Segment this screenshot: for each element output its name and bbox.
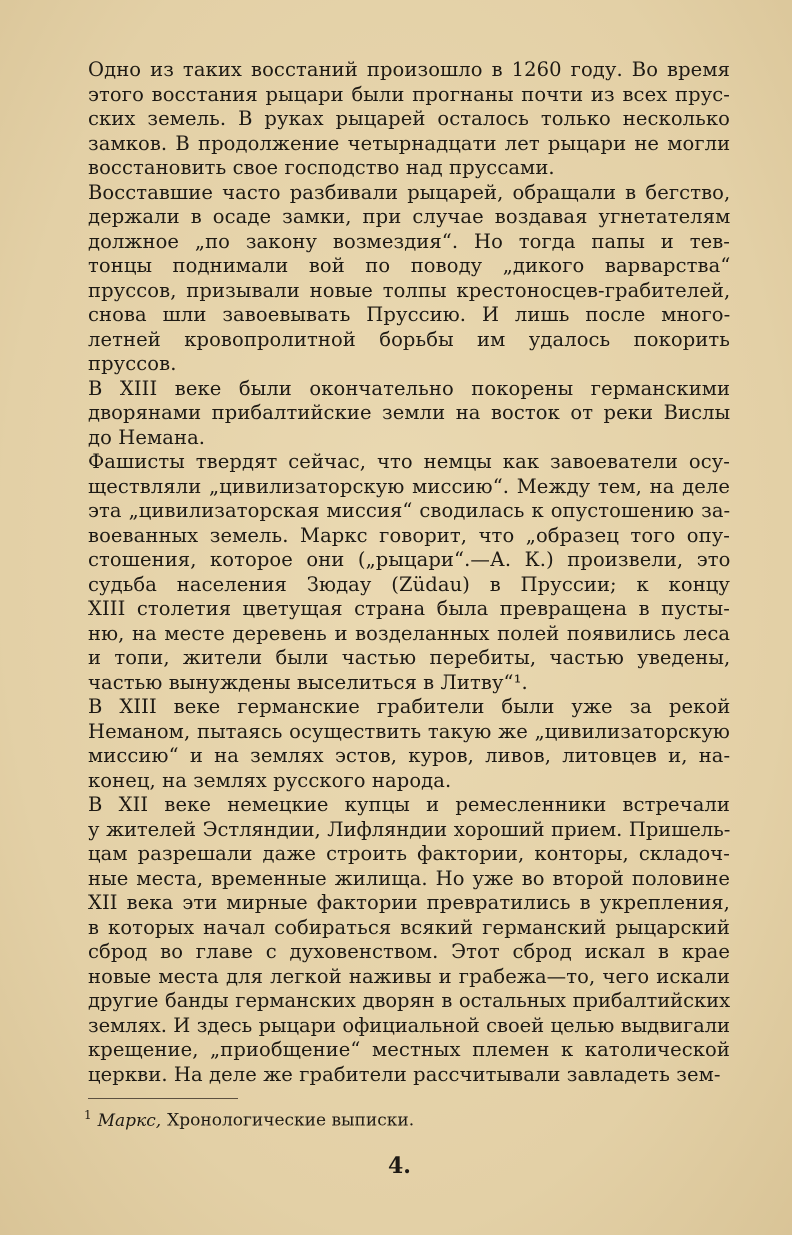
paragraph	[88, 58, 730, 181]
text-line: В XIII веке были окончательно покорены германскими	[88, 376, 731, 400]
text-line: и топи, жители были частью перебиты, частью уведены,	[88, 646, 731, 669]
footnote	[84, 1108, 414, 1131]
body-text	[88, 58, 730, 1087]
text-line: В XIII веке германские грабители были уже за рекой	[88, 695, 731, 718]
text-line: ню, на месте деревень и возделанных полей появились леса	[88, 621, 731, 645]
page-number: 4.	[388, 1153, 411, 1179]
text-line: Неманом, пытаясь осуществить такую же „цивилизаторскую	[88, 719, 730, 743]
text-line: В XII веке немецкие купцы и ремесленники встречали	[88, 793, 730, 816]
text-line: XIII столетия цветущая страна была превращена в пусты-	[88, 597, 730, 620]
footnote-divider	[88, 1098, 238, 1099]
text-line: воеванных земель. Маркс говорит, что „образец того опу-	[88, 523, 730, 547]
footnote-text: Хронологические выписки.	[167, 1110, 415, 1131]
text-line: ских земель. В руках рыцарей осталось только несколько	[88, 107, 730, 130]
footnote-number: 1	[84, 1108, 92, 1122]
text-line: миссию“ и на землях эстов, куров, ливов, литовцев и, на-	[88, 744, 731, 767]
text-line: Восставшие часто разбивали рыцарей, обращали в бегство,	[88, 180, 731, 204]
text-line: пруссов, призывали новые толпы крестоносцев-грабителей,	[88, 278, 731, 302]
text-line: Одно из таких восстаний произошло в 1260 году. Во время	[88, 58, 730, 81]
text-line: ществляли „цивилизаторскую миссию“. Между тем, на деле	[88, 474, 730, 498]
text-line: новые места для легкой наживы и грабежа—то, чего искали	[88, 964, 730, 988]
paragraph	[88, 450, 730, 695]
text-line: должное „по закону возмездия“. Но тогда папы и тев-	[88, 229, 730, 253]
text-line: другие банды германских дворян в остальных прибалтийских	[88, 989, 731, 1012]
text-line: летней кровопролитной борьбы им удалось покорить	[88, 327, 730, 351]
paragraph	[88, 181, 730, 377]
text-line: эта „цивилизаторская миссия“ сводилась к опустошению за-	[88, 499, 731, 522]
text-line: ные места, временные жилища. Но уже во второй половине	[88, 866, 730, 890]
text-line: снова шли завоевывать Пруссию. И лишь после много-	[88, 303, 731, 326]
text-line: держали в осаде замки, при случае воздавая угнетателям	[88, 205, 731, 228]
text-line: XII века эти мирные фактории превратились в укрепления,	[88, 891, 730, 914]
text-line: в которых начал собираться всякий германский рыцарский	[88, 915, 730, 939]
text-line: дворянами прибалтийские земли на восток от реки Вислы	[88, 401, 731, 424]
text-line: крещение, „приобщение“ местных племен к католической	[88, 1038, 730, 1061]
text-line: судьба населения Зюдау (Züdau) в Пруссии; к концу	[88, 572, 730, 596]
text-line: частью вынуждены выселиться в Литву“¹.	[88, 670, 528, 694]
text-line: землях. И здесь рыцари официальной своей целью выдвигали	[88, 1013, 730, 1037]
text-line: у жителей Эстляндии, Лифляндии хороший прием. Пришель-	[88, 817, 731, 841]
text-line: восстановить свое господство над пруссами.	[88, 156, 555, 179]
text-line: до Немана.	[88, 425, 206, 449]
text-line: пруссов.	[88, 352, 177, 375]
text-line: Фашисты твердят сейчас, что немцы как завоеватели осу-	[88, 450, 730, 473]
text-line: церкви. На деле же грабители рассчитывали завладеть зем-	[88, 1062, 721, 1086]
text-line: цам разрешали даже строить фактории, конторы, складоч-	[88, 842, 730, 865]
footnote-author: Маркс,	[97, 1110, 162, 1131]
text-line: конец, на землях русского народа.	[88, 768, 452, 792]
paragraph	[88, 793, 730, 1087]
text-line: этого восстания рыцари были прогнаны почти из всех прус-	[88, 82, 730, 106]
text-line: тонцы поднимали вой по поводу „дикого варварства“	[88, 254, 731, 277]
text-line: сброд во главе с духовенством. Этот сброд искал в крае	[88, 940, 731, 963]
text-line: замков. В продолжение четырнадцати лет рыцари не могли	[88, 131, 731, 155]
text-line: стошения, которое они („рыцари“.—А. К.) произвели, это	[88, 548, 731, 571]
paragraph	[88, 695, 730, 793]
paragraph	[88, 377, 730, 451]
